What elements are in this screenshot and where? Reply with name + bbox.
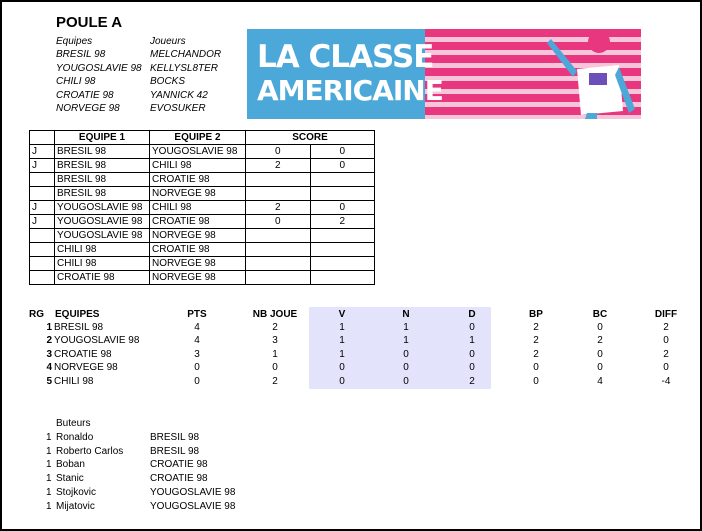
played-flag [30, 173, 55, 187]
match-score2: 2 [310, 215, 375, 229]
played-flag [30, 271, 55, 285]
match-team2: CHILI 98 [150, 159, 246, 173]
scorer-name: Ronaldo [56, 432, 94, 443]
standing-n: 0 [403, 375, 409, 387]
standing-v: 1 [339, 335, 345, 347]
standing-team: BRESIL 98 [54, 322, 104, 333]
goal-count: 1 [46, 445, 52, 457]
scorer-name: Mijatovic [56, 500, 95, 512]
match-score1: 0 [246, 145, 311, 159]
standing-d: 0 [469, 348, 475, 360]
standing-v: 0 [339, 375, 345, 387]
standing-pts: 0 [194, 375, 200, 387]
match-row [30, 145, 375, 159]
match-row [30, 173, 375, 187]
match-team2: NORVEGE 98 [150, 187, 246, 201]
buteurs-title: Buteurs [56, 418, 91, 429]
player-name: YANNICK 42 [150, 89, 208, 101]
match-row [30, 215, 375, 229]
standings-header-bp: BP [529, 309, 543, 320]
goal-count: 1 [46, 486, 52, 498]
match-team2: NORVEGE 98 [150, 271, 246, 285]
standing-nb: 1 [272, 348, 278, 360]
standing-diff: 0 [663, 362, 669, 374]
match-score2: 0 [310, 159, 375, 173]
match-team2: CHILI 98 [150, 201, 246, 215]
rank: 4 [46, 362, 52, 374]
match-score2: 0 [310, 201, 375, 215]
match-score2 [310, 243, 375, 257]
standing-bp: 2 [533, 348, 539, 360]
scorer-name: Stanic [56, 473, 84, 485]
standing-diff: 2 [663, 322, 669, 333]
standing-d: 0 [469, 322, 475, 333]
equipes-header: Equipes [56, 36, 93, 47]
team-name: CROATIE 98 [56, 89, 114, 101]
team-name: YOUGOSLAVIE 98 [56, 62, 142, 74]
match-score1 [246, 187, 311, 201]
match-score2 [310, 257, 375, 271]
page-title: POULE A [56, 14, 123, 31]
standing-v: 0 [339, 362, 345, 374]
goal-count: 1 [46, 432, 52, 443]
match-score2 [310, 271, 375, 285]
match-team1: YOUGOSLAVIE 98 [55, 215, 150, 229]
match-team1: YOUGOSLAVIE 98 [55, 229, 150, 243]
match-score1 [246, 257, 311, 271]
standing-bc: 0 [597, 322, 603, 333]
standing-team: YOUGOSLAVIE 98 [54, 335, 140, 347]
standings-header-nbjoue: NB JOUE [252, 309, 298, 320]
match-score2: 0 [310, 145, 375, 159]
standing-diff: 0 [663, 335, 669, 347]
match-team2: YOUGOSLAVIE 98 [150, 145, 246, 159]
goal-count: 1 [46, 459, 52, 471]
team-name: CHILI 98 [56, 76, 96, 88]
standings-header-diff: DIFF [654, 309, 678, 320]
match-row [30, 271, 375, 285]
standing-n: 0 [403, 362, 409, 374]
la-classe-americaine-banner [247, 29, 641, 119]
played-flag [30, 257, 55, 271]
standing-diff: -4 [661, 375, 671, 387]
player-name: KELLYSL8TER [150, 62, 219, 74]
match-score2 [310, 187, 375, 201]
standing-pts: 4 [194, 322, 200, 333]
match-team2: CROATIE 98 [150, 173, 246, 187]
goal-count: 1 [46, 500, 52, 512]
match-team2: CROATIE 98 [150, 215, 246, 229]
col-equipe1: EQUIPE 1 [55, 131, 150, 145]
match-row [30, 159, 375, 173]
rank: 2 [46, 335, 52, 347]
standing-diff: 2 [663, 348, 669, 360]
standing-v: 1 [339, 322, 345, 333]
scorer-team: CROATIE 98 [150, 473, 208, 485]
match-team2: NORVEGE 98 [150, 229, 246, 243]
rank: 1 [46, 322, 52, 333]
played-flag [30, 229, 55, 243]
standing-bc: 0 [597, 362, 603, 374]
match-score1 [246, 243, 311, 257]
standing-n: 1 [403, 335, 409, 347]
standing-d: 1 [469, 335, 475, 347]
goal-count: 1 [46, 473, 52, 485]
standing-bp: 0 [533, 375, 539, 387]
match-row [30, 201, 375, 215]
standing-team: CROATIE 98 [54, 348, 112, 360]
match-team1: CROATIE 98 [55, 271, 150, 285]
match-score1 [246, 173, 311, 187]
standing-pts: 3 [194, 348, 200, 360]
played-flag [30, 243, 55, 257]
standing-bc: 4 [597, 375, 603, 387]
matches-header-row [30, 131, 375, 145]
match-score1 [246, 271, 311, 285]
match-team1: BRESIL 98 [55, 173, 150, 187]
standing-v: 1 [339, 348, 345, 360]
scorer-team: BRESIL 98 [150, 432, 200, 443]
rank: 3 [46, 348, 52, 360]
standing-nb: 3 [272, 335, 278, 347]
scorer-team: YOUGOSLAVIE 98 [150, 486, 236, 498]
rank: 5 [46, 375, 52, 387]
standing-pts: 0 [194, 362, 200, 374]
figure-illustration [537, 29, 637, 119]
match-score2 [310, 229, 375, 243]
col-score: SCORE [246, 131, 375, 145]
standings-header-pts: PTS [187, 309, 207, 320]
scorer-name: Roberto Carlos [56, 445, 124, 457]
match-team1: CHILI 98 [55, 243, 150, 257]
standing-bc: 2 [597, 335, 603, 347]
scorer-name: Boban [56, 459, 85, 471]
match-row [30, 257, 375, 271]
standings-header-d: D [468, 309, 476, 320]
match-row [30, 229, 375, 243]
played-flag: J [30, 159, 55, 173]
match-team1: CHILI 98 [55, 257, 150, 271]
player-name: EVOSUKER [150, 103, 206, 115]
player-name: MELCHANDOR [150, 49, 222, 60]
standing-n: 1 [403, 322, 409, 333]
standings-header-n: N [402, 309, 410, 320]
standing-bp: 2 [533, 322, 539, 333]
col-equipe2: EQUIPE 2 [150, 131, 246, 145]
match-team1: BRESIL 98 [55, 159, 150, 173]
played-flag: J [30, 215, 55, 229]
standing-team: NORVEGE 98 [54, 362, 118, 374]
scorer-team: BRESIL 98 [150, 445, 200, 457]
match-score2 [310, 173, 375, 187]
match-row [30, 187, 375, 201]
match-score1 [246, 229, 311, 243]
match-team1: BRESIL 98 [55, 187, 150, 201]
standing-nb: 2 [272, 322, 278, 333]
match-team1: BRESIL 98 [55, 145, 150, 159]
played-flag: J [30, 201, 55, 215]
standing-team: CHILI 98 [54, 375, 94, 387]
match-score1: 2 [246, 201, 311, 215]
scorer-name: Stojkovic [56, 486, 97, 498]
match-team1: YOUGOSLAVIE 98 [55, 201, 150, 215]
standing-d: 0 [469, 362, 475, 374]
match-team2: CROATIE 98 [150, 243, 246, 257]
player-name: BOCKS [150, 76, 186, 88]
banner-line1: LA CLASSE [257, 39, 434, 75]
standing-bp: 2 [533, 335, 539, 347]
standing-nb: 0 [272, 362, 278, 374]
standings-header-rg: RG [29, 309, 44, 320]
standing-n: 0 [403, 348, 409, 360]
team-name: NORVEGE 98 [56, 103, 120, 115]
banner-line2: AMERICAINE [257, 74, 443, 107]
scorer-team: YOUGOSLAVIE 98 [150, 500, 236, 512]
joueurs-header: Joueurs [150, 36, 186, 47]
played-flag: J [30, 145, 55, 159]
played-flag [30, 187, 55, 201]
match-team2: NORVEGE 98 [150, 257, 246, 271]
match-row [30, 243, 375, 257]
standing-pts: 4 [194, 335, 200, 347]
standing-bp: 0 [533, 362, 539, 374]
standings-header-bc: BC [592, 309, 608, 320]
standings-header-equipes: EQUIPES [55, 309, 100, 320]
standing-bc: 0 [597, 348, 603, 360]
team-name: BRESIL 98 [56, 49, 106, 60]
standing-nb: 2 [272, 375, 278, 387]
standings-header-v: V [338, 309, 346, 320]
scorer-team: CROATIE 98 [150, 459, 208, 471]
match-score1: 2 [246, 159, 311, 173]
match-score1: 0 [246, 215, 311, 229]
matches-table [29, 130, 375, 285]
standing-d: 2 [469, 375, 475, 387]
